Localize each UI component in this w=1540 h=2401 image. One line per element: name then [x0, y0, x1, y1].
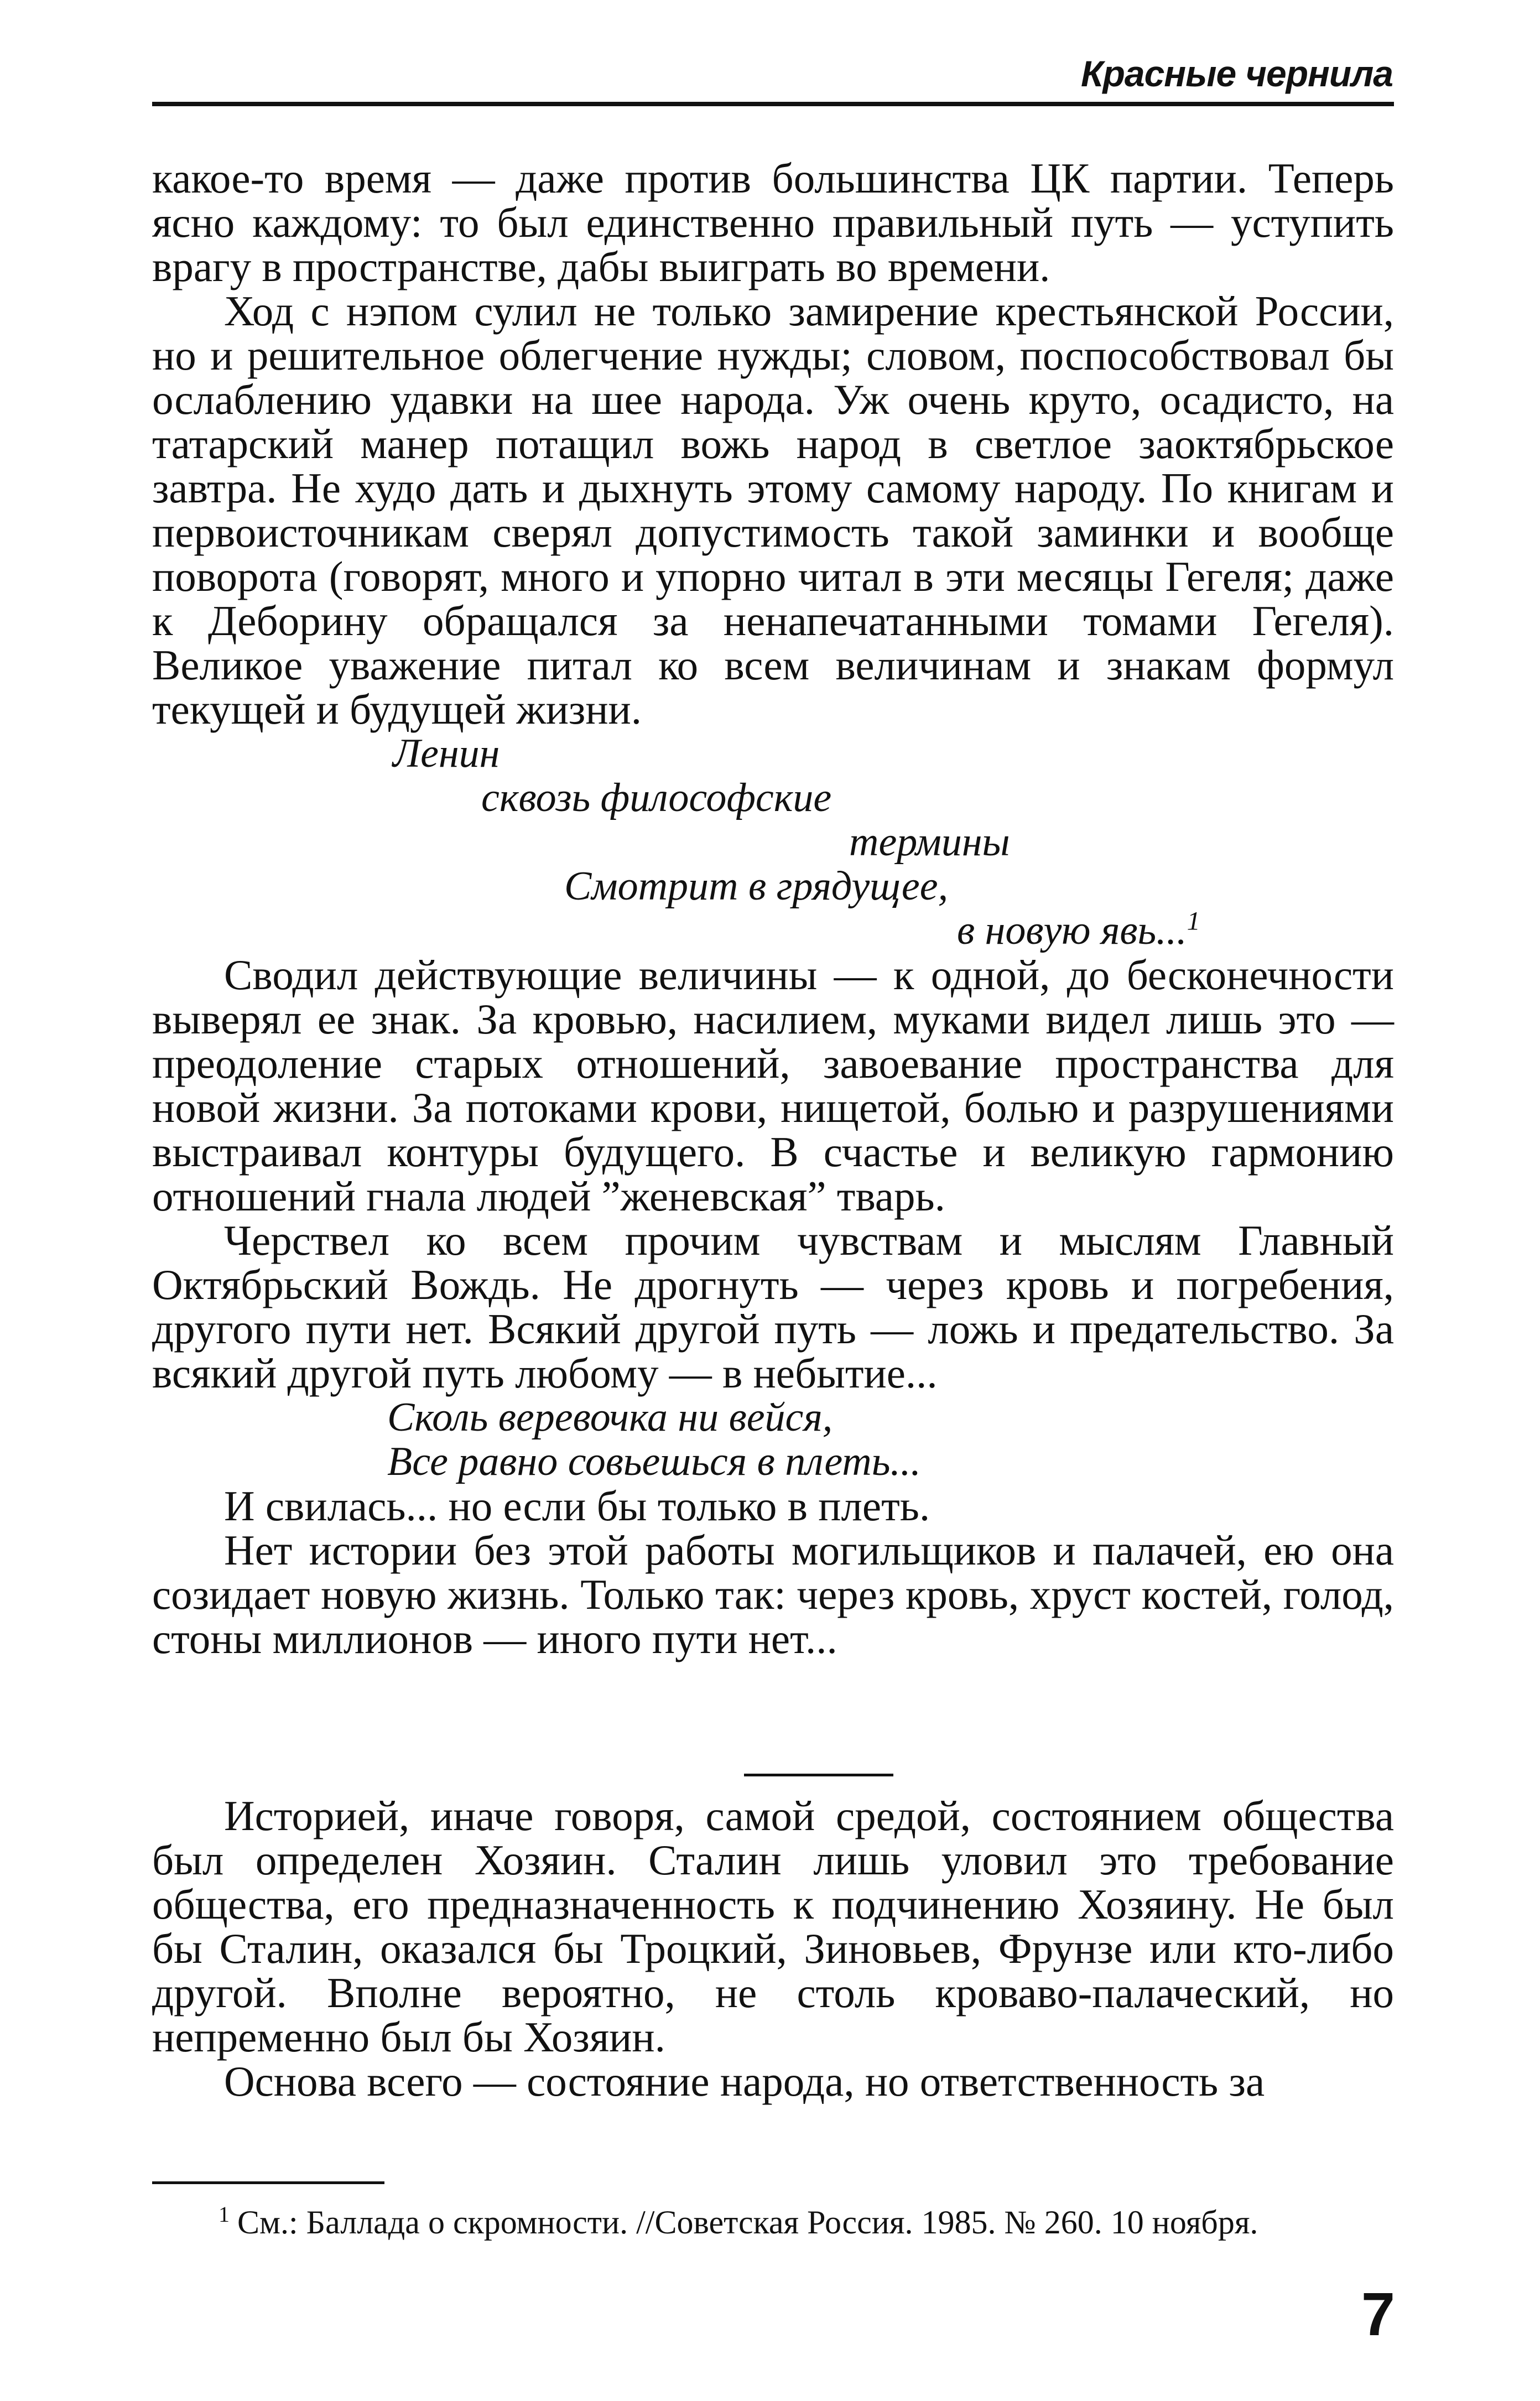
verse-line: сквозь философские	[481, 775, 832, 820]
verse-line: Сколь веревочка ни вейся,	[387, 1395, 833, 1440]
footnote-text: См.: Баллада о скромности. //Советская Россия. 1985. № 260. 10 ноября.	[237, 2204, 1258, 2241]
header-rule	[152, 102, 1394, 106]
paragraph: Нет истории без этой работы могильщиков и палачей, ею она созидает новую жизнь. Только так: через кровь, хруст костей, голод, стоны миллионов — иного пути нет...	[152, 1526, 1394, 1662]
main-text-section-1	[152, 156, 1394, 1661]
paragraph: И свилась... но если бы только в плеть.	[224, 1482, 930, 1530]
paragraph: Ход с нэпом сулил не только замирение крестьянской России, но и решительное облегчение нужды; словом, поспособствовал бы ослаблению удавки на шее народа. Уж очень круто, осадисто, на татарский манер потащил вожь народ в светлое заоктябрьское завтра. Не худо дать и дыхнуть этому самому народу. По книгам и первоисточникам сверял допустимость такой заминки и вообще поворота (говорят, много и упорно читал в эти месяцы Гегеля; даже к Деборину обращался за ненапечатанными томами Гегеля). Великое уважение питал ко всем величинам и знакам формул текущей и будущей жизни.	[152, 287, 1394, 733]
paragraph: Историей, иначе говоря, самой средой, состоянием общества был определен Хозяин. Сталин лишь уловил это требование общества, его предназначенность к подчинению Хозяину. Не был бы Сталин, оказался бы Троцкий, Зиновьев, Фрунзе или кто-либо другой. Вполне вероятно, не столь кроваво-палаческий, но непременно был бы Хозяин.	[152, 1792, 1394, 2061]
footnote-rule	[152, 2181, 384, 2184]
main-text-section-2	[152, 1794, 1394, 2103]
verse-quote-proverb	[152, 1395, 1394, 1484]
verse-line-with-footnote	[152, 908, 1394, 953]
footnote-number: 1	[218, 2202, 230, 2227]
paragraph: Основа всего — состояние народа, но ответственность за	[224, 2057, 1265, 2105]
verse-line-text: в новую явь...	[957, 908, 1187, 953]
verse-line: Все равно совьешься в плеть...	[387, 1439, 921, 1484]
section-separator	[744, 1774, 893, 1776]
paragraph: какое-то время — даже против большинства ЦК партии. Теперь ясно каждому: то был единственно правильный путь — уступить врагу в пространстве, дабы выиграть во времени.	[152, 154, 1394, 290]
paragraph: Сводил действующие величины — к одной, до бесконечности выверял ее знак. За кровью, насилием, муками видел лишь это — преодоление старых отношений, завоевание пространства для новой жизни. За потоками крови, нищетой, болью и разрушениями выстраивал контуры будущего. В счастье и великую гармонию отношений гнала людей ”женевская” тварь.	[152, 951, 1394, 1220]
paragraph: Черствел ко всем прочим чувствам и мыслям Главный Октябрьский Вождь. Не дрогнуть — через кровь и погребения, другого пути нет. Всякий другой путь — ложь и предательство. За всякий другой путь любому — в небытие...	[152, 1217, 1394, 1397]
footnote-marker: 1	[1187, 906, 1200, 936]
footnote	[218, 2202, 1394, 2241]
verse-line: Ленин	[393, 731, 500, 776]
page-number: 7	[1361, 2280, 1395, 2348]
verse-line: термины	[849, 819, 1010, 865]
verse-quote-lenin	[152, 731, 1394, 953]
verse-line: Смотрит в грядущее,	[564, 864, 949, 909]
running-title: Красные чернила	[1080, 53, 1393, 94]
